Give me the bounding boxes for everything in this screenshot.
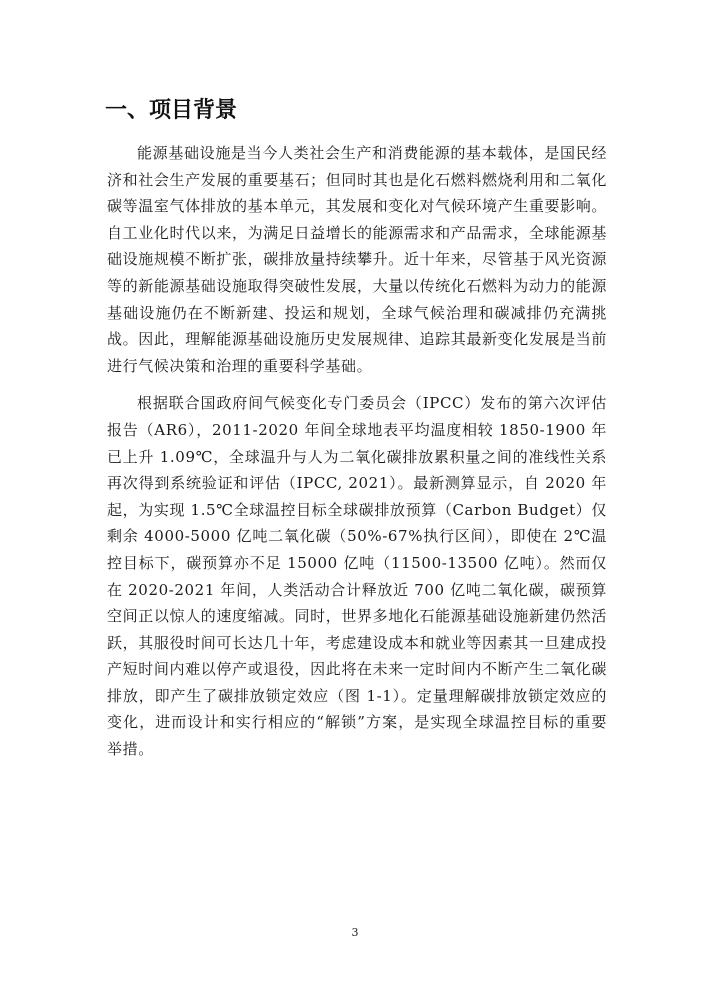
page-number: 3 (351, 926, 359, 939)
section-heading: 一、项目背景 (105, 98, 238, 123)
body-text (107, 140, 607, 763)
paragraph-2: 根据联合国政府间气候变化专门委员会（IPCC）发布的第六次评估报告（AR6），2011-2020 年间全球地表平均温度相较 1850-1900 年已上升 1.09℃，全球温升与人为二氧化碳排放累积量之间的准线性关系再次得到系统验证和评估（IPCC, 2021）。最新测算显示，自 2020 年起，为实现 1.5℃全球温控目标全球碳排放预算（Carbon Budget）仅剩余 4000-5000 亿吨二氧化碳（50%-67%执行区间），即使在 2℃温控目标下，碳预算亦不足 15000 亿吨（11500-13500 亿吨）。然而仅在 2020-2021 年间，人类活动合计释放近 700 亿吨二氧化碳，碳预算空间正以惊人的速度缩减。同时，世界多地化石能源基础设施新建仍然活跃，其服役时间可长达几十年，考虑建设成本和就业等因素其一旦建成投产短时间内难以停产或退役，因此将在未来一定时间内不断产生二氧化碳排放，即产生了碳排放锁定效应（图 1-1）。定量理解碳排放锁定效应的变化，进而设计和实行相应的“解锁”方案，是实现全球温控目标的重要举措。 (107, 394, 607, 759)
paragraph-1: 能源基础设施是当今人类社会生产和消费能源的基本载体，是国民经济和社会生产发展的重要基石；但同时其也是化石燃料燃烧利用和二氧化碳等温室气体排放的基本单元，其发展和变化对气候环境产生重要影响。自工业化时代以来，为满足日益增长的能源需求和产品需求，全球能源基础设施规模不断扩张，碳排放量持续攀升。近十年来，尽管基于风光资源等的新能源基础设施取得突破性发展，大量以传统化石燃料为动力的能源基础设施仍在不断新建、投运和规划，全球气候治理和碳减排仍充满挑战。因此，理解能源基础设施历史发展规律、追踪其最新变化发展是当前进行气候决策和治理的重要科学基础。 (107, 144, 607, 375)
